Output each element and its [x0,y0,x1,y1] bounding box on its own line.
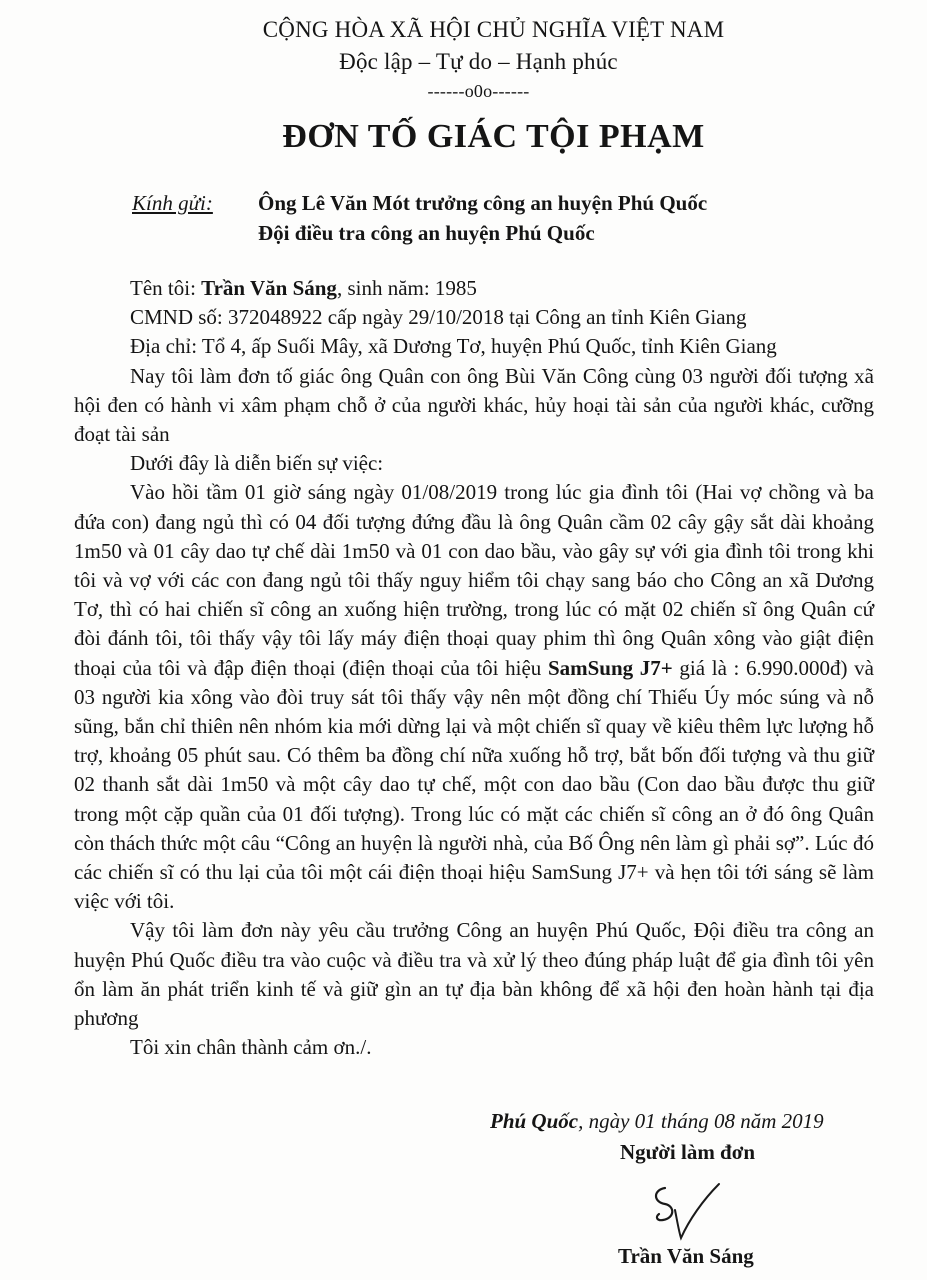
document-body [74,274,874,1062]
request-paragraph: Vậy tôi làm đơn này yêu cầu trưởng Công an huyện Phú Quốc, Đội điều tra công an huyện Phú Quốc điều tra vào cuộc và điều tra và xử lý theo đúng pháp luật để gia đình tôi yên ổn làm ăn phát triển kinh tế và giữ gìn an tự địa bàn không để xã hội đen hoàn hành tại địa phương [74,918,874,1031]
identity-name-line [74,274,874,303]
place-name: Phú Quốc [490,1109,579,1133]
phone-brand: SamSung J7+ [547,655,673,680]
motto: Độc lập – Tự do – Hạnh phúc [339,49,618,74]
applicant-name: Trần Văn Sáng [201,276,337,300]
handwritten-signature [645,1180,725,1242]
recipient-block [132,188,707,248]
events-part-1: Vào hồi tầm 01 giờ sáng ngày 01/08/2019 trong lúc gia đình tôi (Hai vợ chồng và ba đứa con) đang ngủ thì có 04 đối tượng đứng đầu là ông Quân cầm 02 cây gậy sắt dài khoảng 1m50 và 01 cây dao tự chế dài 1m50 và 01 con dao bầu, vào gây sự với gia đình tôi trong khi tôi và vợ với các con đang ngủ tôi thấy nguy hiểm tôi chạy sang báo cho Công an xã Dương Tơ, thì có hai chiến sĩ công an xuống hiện trường, trong lúc có mặt 02 chiến sĩ ông Quân cứ đòi đánh tôi, tôi thấy vậy tôi lấy máy điện thoại quay phim thì ông Quân xông vào giật điện thoại của tôi và đập điện thoại (điện thoại của tôi hiệu [74,480,874,680]
signer-name: Trần Văn Sáng [618,1244,754,1268]
document-title: ĐƠN TỐ GIÁC TỘI PHẠM [282,118,705,155]
address-line: Địa chỉ: Tổ 4, ấp Suối Mây, xã Dương Tơ, huyện Phú Quốc, tỉnh Kiên Giang [130,334,777,359]
recipient-line-1: Ông Lê Văn Mót trưởng công an huyện Phú Quốc [258,191,708,215]
signer-label: Người làm đơn [620,1140,756,1164]
place-date [490,1109,824,1134]
events-heading: Dưới đây là diễn biến sự việc: [130,451,384,476]
date-text: , ngày 01 tháng 08 năm 2019 [578,1109,824,1133]
national-header [0,14,927,104]
recipient-line-2: Đội điều tra công an huyện Phú Quốc [258,221,595,245]
thanks-line: Tôi xin chân thành cảm ơn./. [130,1035,372,1060]
id-card-line: CMND số: 372048922 cấp ngày 29/10/2018 tại Công an tỉnh Kiên Giang [130,305,747,330]
recipient-label: Kính gửi: [132,191,213,215]
events-part-2: giá là : 6.990.000đ) và 03 người kia xông vào đòi truy sát tôi thấy vậy nên một đồng chí Thiếu Úy móc súng và nỗ sũng, bắn chỉ thiên nên nhóm kia mới dừng lại và một chiến sĩ quay về kiêu thêm lực lượng hỗ trợ, khoảng 05 phút sau. Có thêm ba đồng chí nữa xuống hỗ trợ, bắt bốn đối tượng và thu giữ 02 thanh sắt dài 1m50 và một cây dao tự chế, một con dao bầu (Con dao bầu được thu giữ trong một cặp quần của 01 đối tượng). Trong lúc có mặt các chiến sĩ công an ở đó ông Quân còn thách thức một câu “Công an huyện là người nhà, của Bố Ông nên làm gì phải sợ”. Lúc đó các chiến sĩ có thu lại của tôi một cái điện thoại hiệu SamSung J7+ và hẹn tôi tới sáng sẽ làm việc với tôi. [74,655,874,914]
name-prefix: Tên tôi: [130,276,202,300]
events-paragraph [74,478,874,916]
header-separator: ------o0o------ [427,81,530,101]
intro-paragraph: Nay tôi làm đơn tố giác ông Quân con ông Bùi Văn Công cùng 03 người đối tượng xã hội đen có hành vi xâm phạm chỗ ở của người khác, hủy hoại tài sản của người khác, cưỡng đoạt tài sản [74,363,874,447]
birth-year: , sinh năm: 1985 [336,276,477,300]
country-name: CỘNG HÒA XÃ HỘI CHỦ NGHĨA VIỆT NAM [262,17,725,42]
